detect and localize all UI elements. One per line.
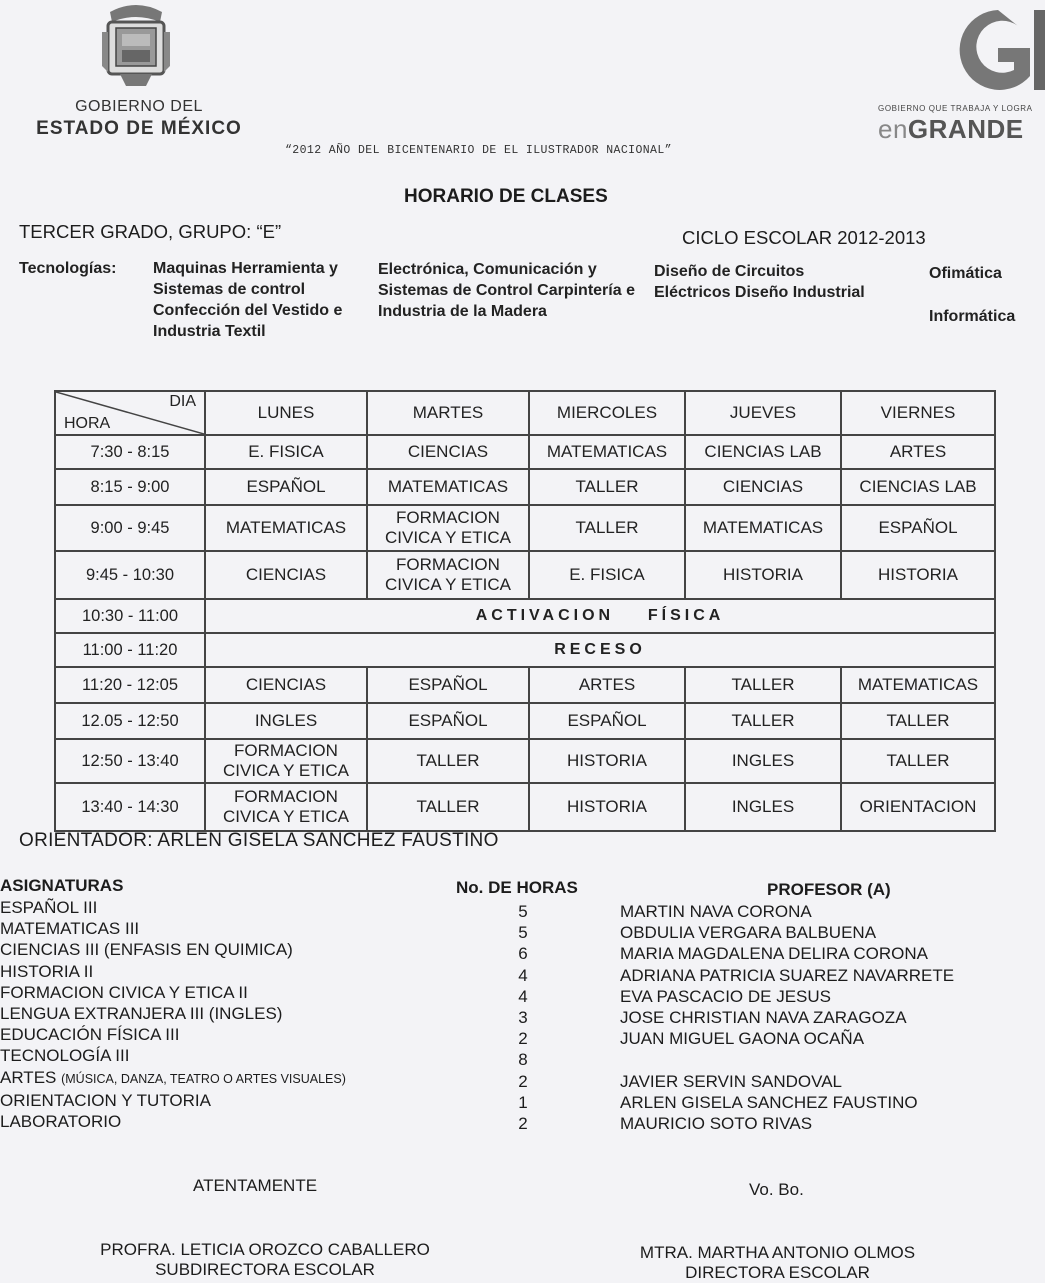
- class-cell: TALLER: [841, 739, 995, 783]
- time-slot: 11:00 - 11:20: [55, 633, 205, 667]
- teacher-name: JUAN MIGUEL GAONA OCAÑA: [620, 1029, 865, 1049]
- signer-name: PROFRA. LETICIA OROZCO CABALLERO: [100, 1240, 430, 1259]
- class-cell: INGLES: [205, 703, 367, 739]
- class-cell: CIENCIAS: [205, 551, 367, 599]
- teacher-name: JOSE CHRISTIAN NAVA ZARAGOZA: [620, 1008, 907, 1028]
- time-slot: 9:00 - 9:45: [55, 505, 205, 551]
- signer-name: MTRA. MARTHA ANTONIO OLMOS: [639, 1243, 916, 1262]
- class-cell: FORMACION CIVICA Y ETICA: [205, 783, 367, 831]
- schedule-row: [55, 551, 995, 599]
- class-cell: HISTORIA: [685, 551, 841, 599]
- technology-item: Diseño de Circuitos Eléctricos Diseño Industrial: [654, 263, 865, 301]
- engrande-g-logo: [946, 4, 1045, 96]
- subject-name: HISTORIA II: [0, 961, 94, 981]
- time-slot: 8:15 - 9:00: [55, 469, 205, 505]
- subject-name: CIENCIAS III (ENFASIS EN QUIMICA): [0, 940, 293, 960]
- year-motto: “2012 AÑO DEL BICENTENARIO DE EL ILUSTRADOR NACIONAL”: [285, 144, 672, 157]
- subject-name: ARTES: [0, 1067, 57, 1087]
- logo-brand-prefix: en: [878, 114, 908, 144]
- subject-name: EDUCACIÓN FÍSICA III: [0, 1025, 180, 1045]
- subject-name: ESPAÑOL III: [0, 898, 98, 917]
- time-slot: 12.05 - 12:50: [55, 703, 205, 739]
- teachers-column: [620, 901, 954, 1134]
- day-header: JUEVES: [685, 391, 841, 435]
- class-cell: CIENCIAS: [367, 435, 529, 469]
- activation-span: ACTIVACION FÍSICA: [205, 599, 995, 633]
- technology-item: Electrónica, Comunicación y Sistemas de Control Carpintería e Industria de la Madera: [378, 261, 635, 320]
- sincerely-heading: ATENTAMENTE: [193, 1176, 318, 1195]
- teacher-name: ARLEN GISELA SANCHEZ FAUSTINO: [620, 1092, 918, 1112]
- hours-column: [512, 901, 534, 1134]
- government-name: [30, 98, 248, 140]
- schedule-row: [55, 703, 995, 739]
- class-cell: ESPAÑOL: [205, 469, 367, 505]
- schedule-row: [55, 667, 995, 703]
- class-cell: CIENCIAS LAB: [841, 469, 995, 505]
- teacher-name: MARIA MAGDALENA DELIRA CORONA: [620, 944, 928, 964]
- time-slot: 13:40 - 14:30: [55, 783, 205, 831]
- class-cell: CIENCIAS: [685, 469, 841, 505]
- technology-item: Maquinas Herramienta y Sistemas de control Confección del Vestido e Industria Textil: [153, 260, 343, 340]
- subject-name: FORMACION CIVICA Y ETICA II: [0, 982, 248, 1002]
- subject-hours: 5: [518, 923, 528, 943]
- corner-cell: [55, 391, 205, 435]
- class-cell: TALLER: [529, 505, 685, 551]
- time-slot: 10:30 - 11:00: [55, 599, 205, 633]
- government-line-1: GOBIERNO DEL: [75, 98, 203, 115]
- schedule-row: [55, 469, 995, 505]
- time-slot: 7:30 - 8:15: [55, 435, 205, 469]
- schedule-row: [55, 739, 995, 783]
- corner-day-label: DIA: [169, 393, 196, 410]
- class-cell: ESPAÑOL: [529, 703, 685, 739]
- document-title: HORARIO DE CLASES: [404, 186, 608, 207]
- subject-name: LABORATORIO: [0, 1112, 122, 1132]
- day-header: VIERNES: [841, 391, 995, 435]
- subject-hours: 2: [518, 1114, 528, 1134]
- class-cell: MATEMATICAS: [529, 435, 685, 469]
- school-cycle: CICLO ESCOLAR 2012-2013: [682, 227, 926, 248]
- signature-block-right: [605, 1243, 950, 1283]
- class-cell: ARTES: [529, 667, 685, 703]
- class-cell: MATEMATICAS: [685, 505, 841, 551]
- subject-name: LENGUA EXTRANJERA III (INGLES): [0, 1004, 283, 1024]
- logo-brand-suffix: GRANDE: [907, 114, 1024, 144]
- schedule-row: [55, 633, 995, 667]
- schedule-row: [55, 783, 995, 831]
- corner-hour-label: HORA: [64, 415, 111, 432]
- technologies-label: Tecnologías:: [19, 260, 117, 277]
- subject-note: (MÚSICA, DANZA, TEATRO O ARTES VISUALES): [61, 1071, 346, 1086]
- class-cell: TALLER: [367, 739, 529, 783]
- subject-hours: 2: [518, 1029, 528, 1049]
- subject-hours: 8: [518, 1050, 528, 1070]
- day-header: LUNES: [205, 391, 367, 435]
- class-cell: HISTORIA: [841, 551, 995, 599]
- class-cell: ARTES: [841, 435, 995, 469]
- teacher-name: OBDULIA VERGARA BALBUENA: [620, 923, 877, 943]
- logo-slogan: GOBIERNO QUE TRABAJA Y LOGRA: [878, 104, 1033, 113]
- class-cell: TALLER: [529, 469, 685, 505]
- hours-heading: No. DE HORAS: [456, 878, 578, 897]
- class-cell: TALLER: [841, 703, 995, 739]
- day-header: MIERCOLES: [529, 391, 685, 435]
- class-schedule-table: [54, 390, 996, 832]
- signature-block-left: [70, 1240, 460, 1280]
- subjects-column: [0, 897, 346, 1132]
- subject-name: ORIENTACION Y TUTORIA: [0, 1090, 211, 1110]
- state-seal-emblem: [96, 2, 176, 88]
- schedule-row: [55, 599, 995, 633]
- class-cell: FORMACION CIVICA Y ETICA: [367, 551, 529, 599]
- schedule-row: [55, 435, 995, 469]
- subject-hours: 6: [518, 944, 528, 964]
- class-cell: MATEMATICAS: [367, 469, 529, 505]
- subject-name: TECNOLOGÍA III: [0, 1046, 130, 1066]
- class-cell: MATEMATICAS: [841, 667, 995, 703]
- class-cell: MATEMATICAS: [205, 505, 367, 551]
- class-cell: TALLER: [685, 667, 841, 703]
- logo-brand: [878, 114, 1024, 145]
- subject-hours: 4: [518, 965, 528, 985]
- subject-name: MATEMATICAS III: [0, 919, 140, 939]
- time-slot: 9:45 - 10:30: [55, 551, 205, 599]
- orientador-line: ORIENTADOR: ARLEN GISELA SANCHEZ FAUSTINO: [19, 830, 499, 851]
- subject-hours: 5: [518, 902, 528, 921]
- time-slot: 11:20 - 12:05: [55, 667, 205, 703]
- subjects-heading: ASIGNATURAS: [0, 876, 124, 895]
- schedule-row: [55, 505, 995, 551]
- class-cell: TALLER: [685, 703, 841, 739]
- class-cell: ORIENTACION: [841, 783, 995, 831]
- class-cell: TALLER: [367, 783, 529, 831]
- day-header: MARTES: [367, 391, 529, 435]
- approval-heading: Vo. Bo.: [749, 1180, 804, 1199]
- teacher-name: MAURICIO SOTO RIVAS: [620, 1114, 813, 1134]
- government-line-2: ESTADO DE MÉXICO: [36, 118, 242, 139]
- class-cell: E. FISICA: [205, 435, 367, 469]
- recess-span: RECESO: [205, 633, 995, 667]
- class-cell: ESPAÑOL: [367, 667, 529, 703]
- class-cell: ESPAÑOL: [367, 703, 529, 739]
- teacher-name: [620, 1049, 954, 1070]
- time-slot: 12:50 - 13:40: [55, 739, 205, 783]
- class-cell: FORMACION CIVICA Y ETICA: [205, 739, 367, 783]
- grade-group: TERCER GRADO, GRUPO: “E”: [19, 221, 282, 242]
- technology-item: Ofimática: [929, 265, 1002, 282]
- class-cell: CIENCIAS: [205, 667, 367, 703]
- teacher-name: EVA PASCACIO DE JESUS: [620, 986, 831, 1006]
- teacher-heading: PROFESOR (A): [767, 880, 891, 899]
- class-cell: INGLES: [685, 739, 841, 783]
- technology-item: Informática: [929, 308, 1016, 325]
- class-cell: INGLES: [685, 783, 841, 831]
- schedule-header-row: [55, 391, 995, 435]
- subject-name-arts: [0, 1067, 346, 1090]
- subject-hours: 4: [518, 986, 528, 1006]
- signer-role: DIRECTORA ESCOLAR: [685, 1263, 870, 1282]
- class-cell: CIENCIAS LAB: [685, 435, 841, 469]
- subject-hours: 3: [518, 1008, 528, 1028]
- subject-hours: 1: [518, 1092, 528, 1112]
- class-cell: FORMACION CIVICA Y ETICA: [367, 505, 529, 551]
- teacher-name: MARTIN NAVA CORONA: [620, 902, 812, 921]
- class-cell: HISTORIA: [529, 783, 685, 831]
- subject-hours: 2: [518, 1071, 528, 1091]
- teacher-name: ADRIANA PATRICIA SUAREZ NAVARRETE: [620, 965, 955, 985]
- teacher-name: JAVIER SERVIN SANDOVAL: [620, 1071, 843, 1091]
- signer-role: SUBDIRECTORA ESCOLAR: [155, 1260, 375, 1279]
- class-cell: ESPAÑOL: [841, 505, 995, 551]
- class-cell: E. FISICA: [529, 551, 685, 599]
- class-cell: HISTORIA: [529, 739, 685, 783]
